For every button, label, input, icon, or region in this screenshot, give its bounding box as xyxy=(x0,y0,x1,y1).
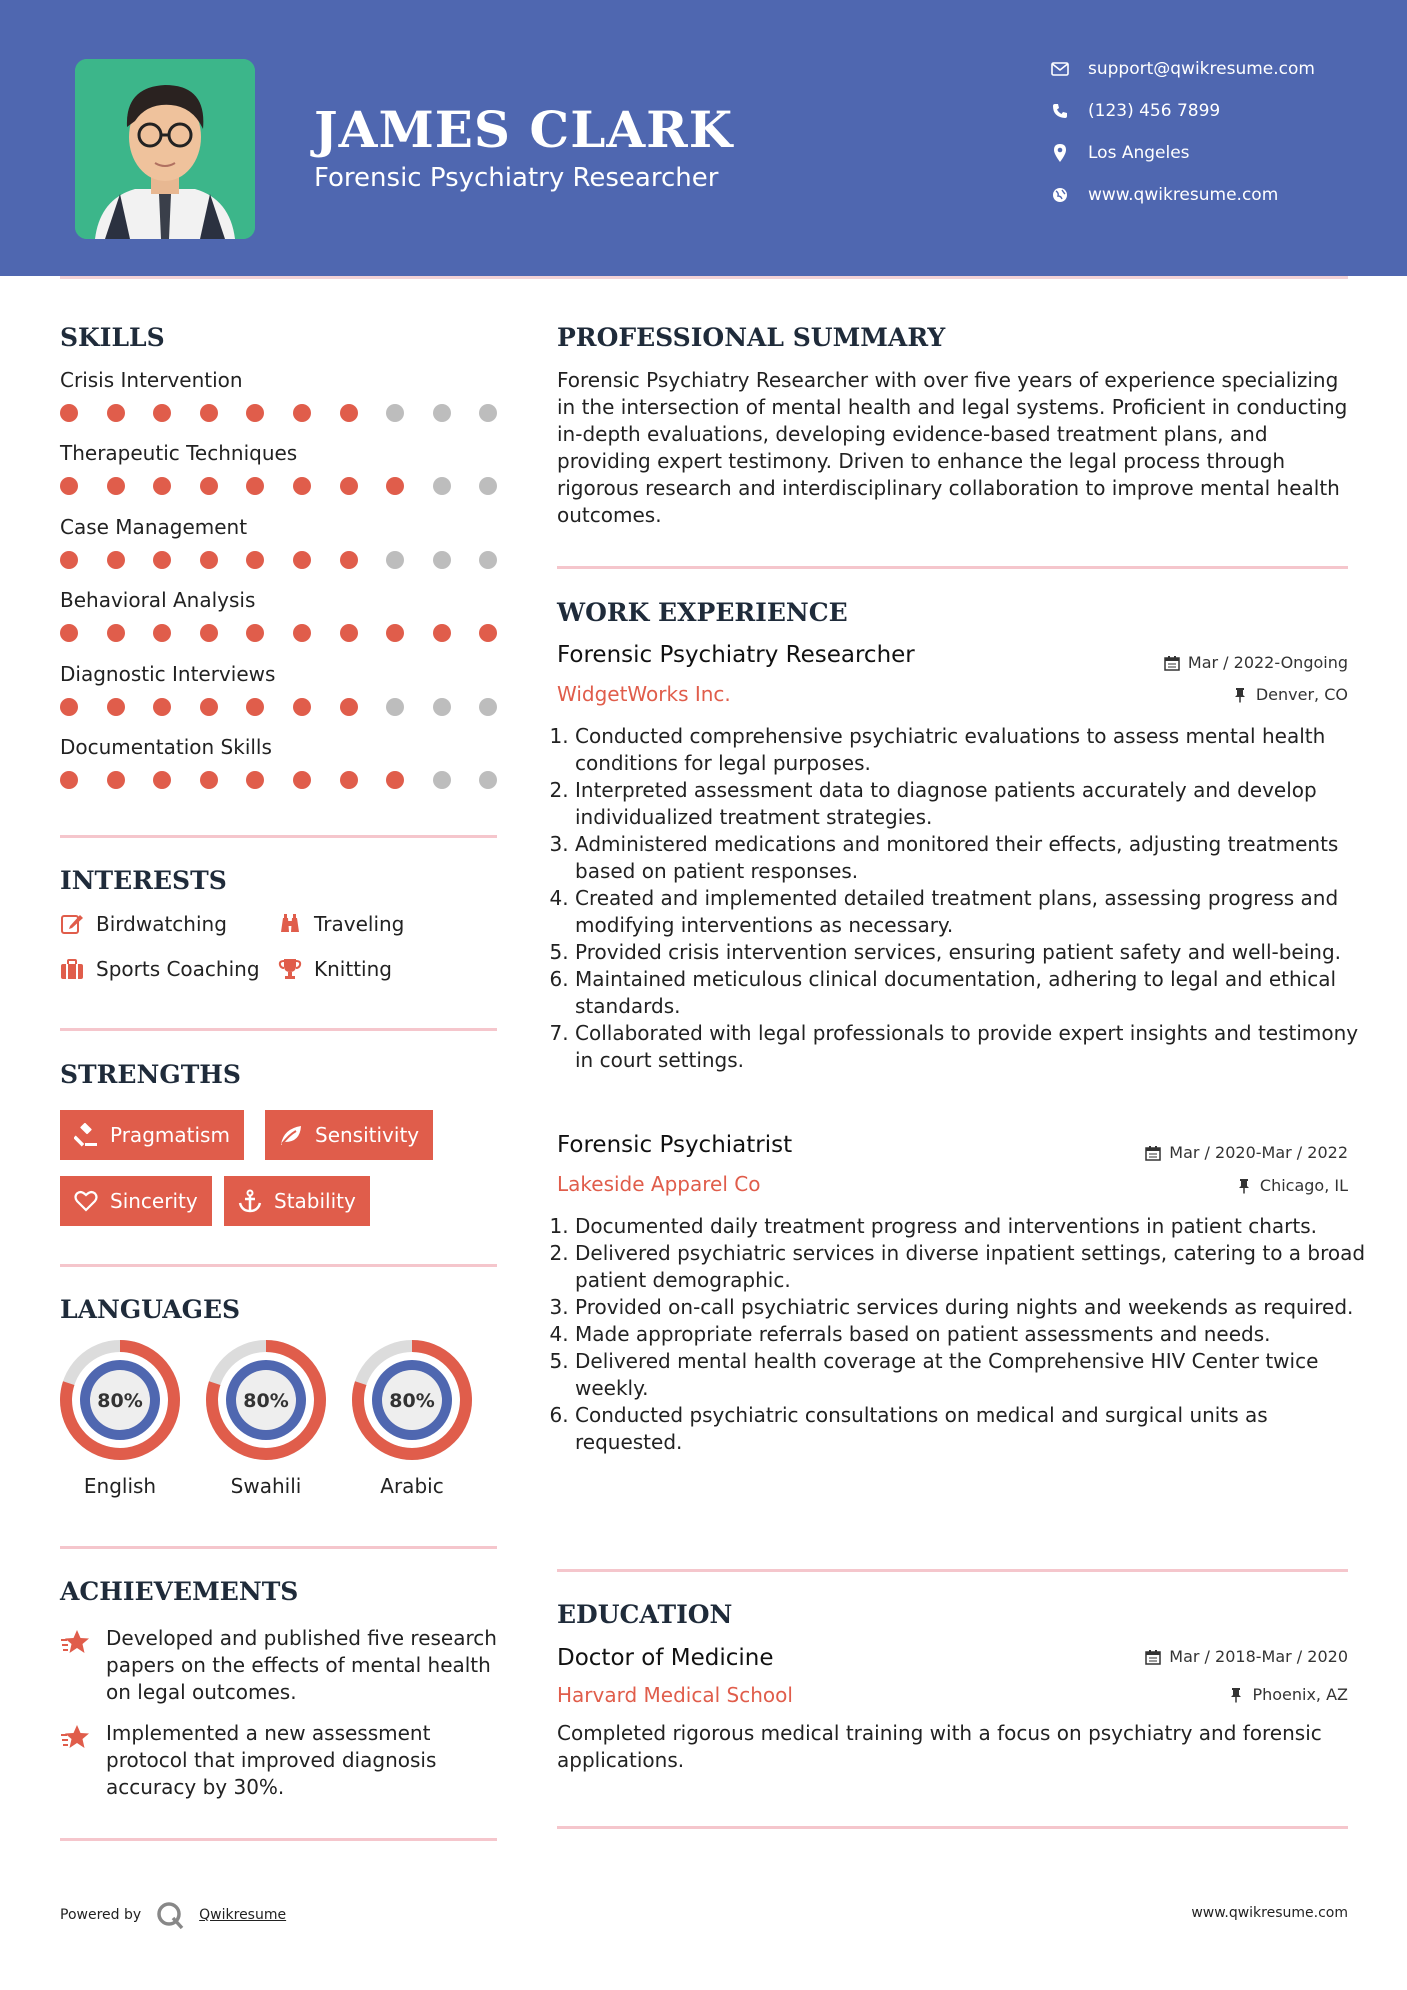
rating-dot-empty xyxy=(386,551,404,569)
skill-label: Documentation Skills xyxy=(60,735,272,759)
rating-dot-filled xyxy=(60,624,78,642)
rating-dot-filled xyxy=(293,477,311,495)
interest-label: Sports Coaching xyxy=(96,957,260,981)
education-location xyxy=(1228,1685,1348,1704)
language-ring xyxy=(205,1339,327,1461)
company-name: WidgetWorks Inc. xyxy=(557,682,731,706)
job-title: Forensic Psychiatry Researcher xyxy=(557,642,915,668)
dates-text: Mar / 2018-Mar / 2020 xyxy=(1169,1647,1348,1666)
contact-email[interactable] xyxy=(1050,55,1370,83)
rating-dot-filled xyxy=(340,624,358,642)
education-heading: EDUCATION xyxy=(557,1600,733,1629)
duty-item: 2. Delivered psychiatric services in diverse inpatient settings, catering to a broad patient demographic. xyxy=(575,1240,1371,1294)
rating-dot-filled xyxy=(107,551,125,569)
rating-dot-filled xyxy=(60,404,78,422)
strength-label: Pragmatism xyxy=(110,1123,230,1147)
rating-dot-empty xyxy=(433,404,451,422)
divider xyxy=(557,1826,1348,1829)
duty-item: 5. Delivered mental health coverage at the Comprehensive HIV Center twice weekly. xyxy=(575,1348,1371,1402)
divider xyxy=(60,276,1348,279)
rating-dot-empty xyxy=(479,551,497,569)
rating-dot-empty xyxy=(386,698,404,716)
website-text: www.qwikresume.com xyxy=(1088,185,1279,205)
duty-item: 4. Made appropriate referrals based on patient assessments and needs. xyxy=(575,1321,1371,1348)
briefcase-icon xyxy=(60,957,84,981)
rating-dot-filled xyxy=(386,624,404,642)
rating-dot-empty xyxy=(479,771,497,789)
calendar-icon xyxy=(1145,1649,1161,1665)
job-dates xyxy=(1164,653,1348,672)
rating-dot-filled xyxy=(479,624,497,642)
rating-dot-filled xyxy=(386,477,404,495)
candidate-name: JAMES CLARK xyxy=(314,100,734,159)
phone-icon xyxy=(1050,101,1070,121)
rating-dot-filled xyxy=(340,698,358,716)
rating-dot-filled xyxy=(293,698,311,716)
pin-icon xyxy=(1232,687,1248,703)
duty-item: 6. Conducted psychiatric consultations on medical and surgical units as requested. xyxy=(575,1402,1371,1456)
rating-dot-filled xyxy=(340,771,358,789)
qwikresume-logo-icon xyxy=(155,1900,185,1930)
achievements-heading: ACHIEVEMENTS xyxy=(60,1577,299,1606)
skills-heading: SKILLS xyxy=(60,323,165,352)
interest-item xyxy=(278,957,392,981)
duty-item: 4. Created and implemented detailed treatment plans, assessing progress and modifying interventions as necessary. xyxy=(575,885,1371,939)
rating-dot-filled xyxy=(60,551,78,569)
achievement-item xyxy=(60,1720,500,1801)
duty-item: 7. Collaborated with legal professionals to provide expert insights and testimony in court settings. xyxy=(575,1020,1371,1074)
rating-dot-filled xyxy=(60,698,78,716)
rating-dot-filled xyxy=(153,624,171,642)
rating-dot-filled xyxy=(246,771,264,789)
avatar-photo xyxy=(75,59,255,239)
duty-item: 6. Maintained meticulous clinical documentation, adhering to legal and ethical standards. xyxy=(575,966,1371,1020)
rating-dot-empty xyxy=(433,771,451,789)
rating-dot-empty xyxy=(433,698,451,716)
rating-dot-filled xyxy=(200,477,218,495)
brand-link[interactable]: Qwikresume xyxy=(199,1907,287,1923)
language-name: Swahili xyxy=(230,1474,302,1498)
strength-label: Sensitivity xyxy=(315,1123,420,1147)
location-text: Los Angeles xyxy=(1088,143,1190,163)
achievement-text: Developed and published five research papers on the effects of mental health on legal outcomes. xyxy=(106,1626,497,1704)
rating-dot-filled xyxy=(340,551,358,569)
duty-item: 3. Administered medications and monitored their effects, adjusting treatments based on patient responses. xyxy=(575,831,1371,885)
achievement-text: Implemented a new assessment protocol that improved diagnosis accuracy by 30%. xyxy=(106,1721,437,1799)
interest-item xyxy=(278,912,404,936)
interest-label: Traveling xyxy=(314,912,405,936)
duty-item: 5. Provided crisis intervention services, ensuring patient safety and well-being. xyxy=(575,939,1371,966)
rating-dot-filled xyxy=(153,551,171,569)
contact-phone[interactable] xyxy=(1050,97,1370,125)
school-name: Harvard Medical School xyxy=(557,1683,793,1707)
skill-label: Therapeutic Techniques xyxy=(60,441,298,466)
strengths-heading: STRENGTHS xyxy=(60,1060,241,1089)
language-ring xyxy=(351,1339,473,1461)
strength-tag xyxy=(224,1176,370,1226)
divider xyxy=(60,835,497,838)
skill-rating xyxy=(60,698,500,718)
rating-dot-filled xyxy=(340,404,358,422)
star-icon xyxy=(60,1722,90,1752)
language-ring xyxy=(59,1339,181,1461)
job-title: Forensic Psychiatrist xyxy=(557,1132,793,1158)
skill-label: Diagnostic Interviews xyxy=(60,661,276,686)
rating-dot-filled xyxy=(107,771,125,789)
calendar-icon xyxy=(1164,655,1180,671)
strength-tag xyxy=(60,1110,244,1160)
pin-icon xyxy=(1236,1178,1252,1194)
education-dates xyxy=(1145,1647,1348,1666)
achievement-item xyxy=(60,1625,500,1706)
rating-dot-filled xyxy=(60,771,78,789)
pin-icon xyxy=(1228,1687,1244,1703)
location-text: Chicago, IL xyxy=(1259,1176,1348,1195)
dates-text: Mar / 2020-Mar / 2022 xyxy=(1169,1143,1348,1162)
rating-dot-empty xyxy=(433,551,451,569)
location-text: Phoenix, AZ xyxy=(1252,1685,1348,1704)
binoculars-icon xyxy=(278,912,302,936)
skill-label: Case Management xyxy=(60,514,248,539)
interests-heading: INTERESTS xyxy=(60,866,227,895)
envelope-icon xyxy=(1050,59,1070,79)
rating-dot-filled xyxy=(153,698,171,716)
resume-header xyxy=(0,0,1407,276)
trophy-icon xyxy=(278,957,302,981)
languages-heading: LANGUAGES xyxy=(60,1295,241,1324)
footer-website[interactable]: www.qwikresume.com xyxy=(1191,1905,1348,1921)
rating-dot-empty xyxy=(479,477,497,495)
rating-dot-empty xyxy=(433,477,451,495)
duties-list xyxy=(557,723,1371,1074)
skill-label: Behavioral Analysis xyxy=(60,588,256,613)
rating-dot-filled xyxy=(386,771,404,789)
education-description: Completed rigorous medical training with a focus on psychiatry and forensic applications. xyxy=(557,1721,1322,1772)
rating-dot-filled xyxy=(293,551,311,569)
rating-dot-filled xyxy=(246,477,264,495)
job-location xyxy=(1232,685,1348,704)
rating-dot-filled xyxy=(153,404,171,422)
job-dates xyxy=(1145,1143,1348,1162)
leaf-icon xyxy=(279,1123,303,1147)
divider xyxy=(60,1838,497,1841)
rating-dot-filled xyxy=(107,698,125,716)
language-percent: 80% xyxy=(389,1390,435,1412)
skill-rating xyxy=(60,551,500,571)
location-text: Denver, CO xyxy=(1255,685,1348,704)
interest-label: Knitting xyxy=(314,957,392,981)
rating-dot-empty xyxy=(479,698,497,716)
duty-item: 1. Conducted comprehensive psychiatric evaluations to assess mental health conditions for legal purposes. xyxy=(575,723,1371,777)
rating-dot-filled xyxy=(60,477,78,495)
contact-website[interactable] xyxy=(1050,181,1370,209)
rating-dot-filled xyxy=(340,477,358,495)
rating-dot-filled xyxy=(107,477,125,495)
rating-dot-empty xyxy=(386,404,404,422)
divider xyxy=(557,566,1348,569)
rating-dot-filled xyxy=(293,624,311,642)
powered-by-text: Powered by xyxy=(60,1907,142,1923)
interest-item xyxy=(60,912,227,936)
language-name: Arabic xyxy=(380,1474,444,1498)
rating-dot-filled xyxy=(433,624,451,642)
footer-powered-by xyxy=(60,1900,286,1930)
skill-rating xyxy=(60,477,500,497)
skill-label: Crisis Intervention xyxy=(60,368,243,392)
rating-dot-filled xyxy=(246,698,264,716)
rating-dot-filled xyxy=(246,404,264,422)
rating-dot-filled xyxy=(293,771,311,789)
candidate-role: Forensic Psychiatry Researcher xyxy=(314,163,719,193)
divider xyxy=(557,1569,1348,1572)
rating-dot-filled xyxy=(200,771,218,789)
map-marker-icon xyxy=(1050,143,1070,163)
rating-dot-filled xyxy=(293,404,311,422)
degree-title: Doctor of Medicine xyxy=(557,1645,774,1671)
rating-dot-empty xyxy=(479,404,497,422)
company-name: Lakeside Apparel Co xyxy=(557,1172,761,1196)
edit-icon xyxy=(60,912,84,936)
rating-dot-filled xyxy=(246,624,264,642)
rating-dot-filled xyxy=(107,404,125,422)
summary-heading: PROFESSIONAL SUMMARY xyxy=(557,323,946,352)
phone-text: (123) 456 7899 xyxy=(1088,101,1221,121)
language-percent: 80% xyxy=(243,1390,289,1412)
email-text: support@qwikresume.com xyxy=(1088,59,1315,79)
dates-text: Mar / 2022-Ongoing xyxy=(1187,653,1348,672)
skill-rating xyxy=(60,624,500,644)
language-name: English xyxy=(83,1474,157,1498)
contact-location xyxy=(1050,139,1370,167)
rating-dot-filled xyxy=(153,771,171,789)
strength-label: Stability xyxy=(274,1189,356,1213)
rating-dot-filled xyxy=(200,404,218,422)
avatar xyxy=(75,59,255,239)
divider xyxy=(60,1264,497,1267)
rating-dot-filled xyxy=(200,551,218,569)
strength-tag xyxy=(265,1110,433,1160)
anchor-icon xyxy=(238,1189,262,1213)
interest-label: Birdwatching xyxy=(96,912,227,936)
duties-list xyxy=(557,1213,1371,1456)
rating-dot-filled xyxy=(107,624,125,642)
duty-item: 1. Documented daily treatment progress and interventions in patient charts. xyxy=(575,1213,1371,1240)
star-icon xyxy=(60,1627,90,1657)
duty-item: 3. Provided on-call psychiatric services during nights and weekends as required. xyxy=(575,1294,1371,1321)
duty-item: 2. Interpreted assessment data to diagnose patients accurately and develop individualized treatment strategies. xyxy=(575,777,1371,831)
rating-dot-filled xyxy=(200,624,218,642)
skill-rating xyxy=(60,404,500,424)
calendar-icon xyxy=(1145,1145,1161,1161)
gavel-icon xyxy=(74,1123,98,1147)
summary-text: Forensic Psychiatry Researcher with over five years of experience specializing in the intersection of mental health and legal systems. Proficient in conducting in-depth evaluations, developing evidence-based treatment plans, and providing expert testimony. Driven to enhance the legal process through rigorous research and interdisciplinary collaboration to improve mental health outcomes. xyxy=(557,368,1348,527)
globe-icon xyxy=(1050,185,1070,205)
rating-dot-filled xyxy=(246,551,264,569)
heart-icon xyxy=(74,1189,98,1213)
strength-tag xyxy=(60,1176,212,1226)
strength-label: Sincerity xyxy=(110,1189,198,1213)
divider xyxy=(60,1546,497,1549)
divider xyxy=(60,1028,497,1031)
interest-item xyxy=(60,957,260,981)
language-percent: 80% xyxy=(97,1390,143,1412)
rating-dot-filled xyxy=(153,477,171,495)
experience-heading: WORK EXPERIENCE xyxy=(557,598,848,627)
job-location xyxy=(1236,1176,1348,1195)
skill-rating xyxy=(60,771,500,791)
rating-dot-filled xyxy=(200,698,218,716)
